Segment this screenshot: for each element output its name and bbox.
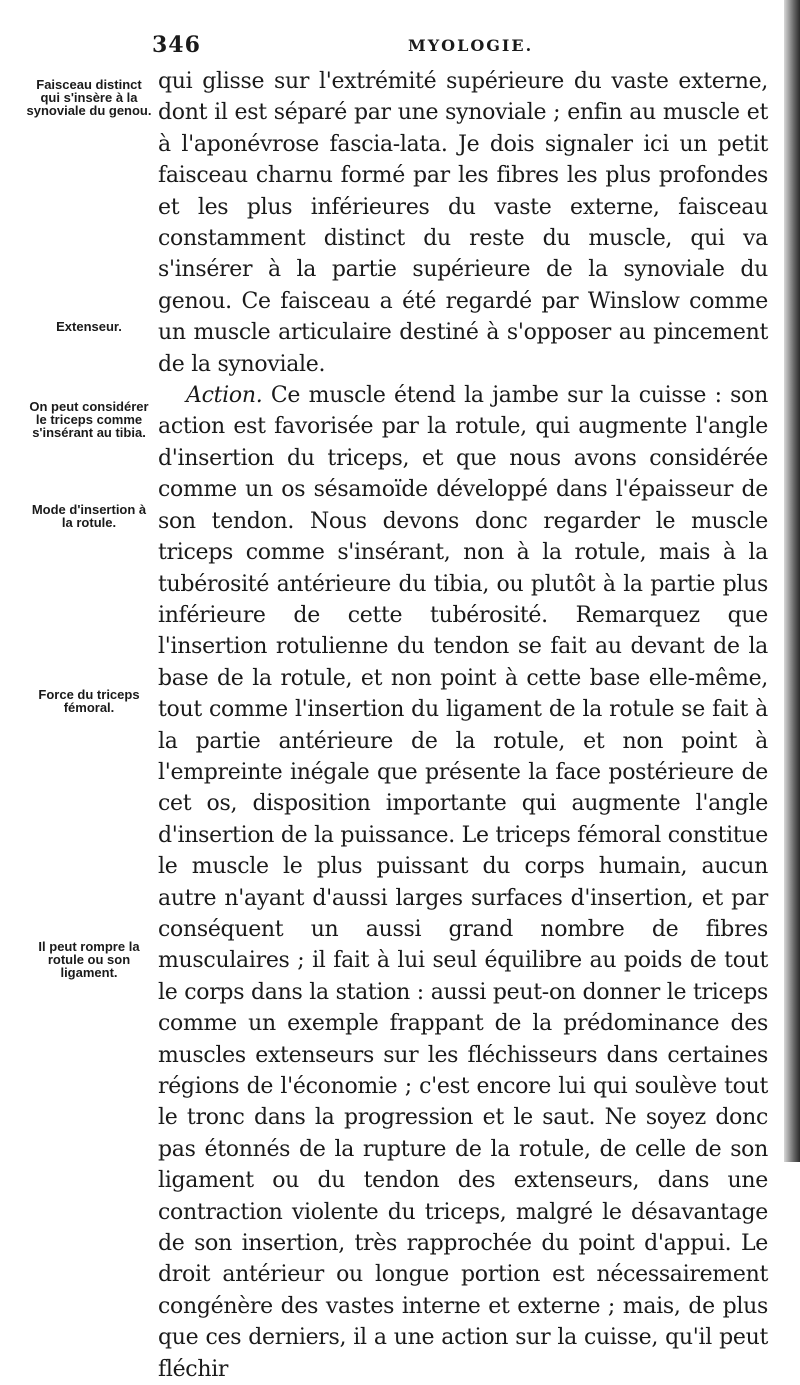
margin-note-insertion-rotule: Mode d'insertion à la rotule. — [31, 502, 147, 530]
action-heading: Action. — [186, 383, 263, 409]
paragraph-2 — [158, 380, 768, 1385]
body-text — [158, 66, 768, 1385]
paragraph-1: qui glisse sur l'extrémité supérieure du vaste externe, dont il est séparé par une synoviale ; enfin au muscle et à l'aponévrose fascia-lata. Je dois signaler ici un petit faisceau charnu formé par les fibres les plus profondes et les plus inférieures du vaste externe, faisceau constamment distinct du reste du muscle, qui va s'insérer à la partie supérieure de la synoviale du genou. Ce faisceau a été regardé par Winslow comme un muscle articulaire destiné à s'opposer au pincement de la synoviale. — [158, 69, 768, 377]
page-edge-shadow — [784, 0, 800, 1162]
running-title: MYOLOGIE. — [408, 36, 534, 55]
page-header — [0, 32, 800, 56]
margin-note-force-triceps: Force du triceps fémoral. — [38, 687, 140, 715]
paragraph-2-text: Ce muscle étend la jambe sur la cuisse : son action est favorisée par la rotule, qui augmente l'angle d'insertion du triceps, et que nous avons considérée comme un os sésamoïde développé dans l'épaisseur de son tendon. Nous devons donc regarder le muscle triceps comme s'insérant, non à la rotule, mais à la tubérosité antérieure du tibia, ou plutôt à la partie plus inférieure de cette tubérosité. Remarquez que l'insertion rotulienne du tendon se fait au devant de la base de la rotule, et non point à cette base elle-même, tout comme l'insertion du ligament de la rotule se fait à la partie antérieure de la rotule, et non point à l'empreinte inégale que présente la face postérieure de cet os, disposition importante qui augmente l'angle d'insertion de la puissance. Le triceps fémoral constitue le muscle le plus puissant du corps humain, aucun autre n'ayant d'aussi larges surfaces d'insertion, et par conséquent un aussi grand nombre de fibres musculaires ; il fait à lui seul équilibre au poids de tout le corps dans la station : aussi peut-on donner le triceps comme un exemple frappant de la prédominance des muscles extenseurs sur les fléchisseurs dans certaines régions de l'économie ; c'est encore lui qui soulève tout le tronc dans la progression et le saut. Ne soyez donc pas étonnés de la rupture de la rotule, de celle de son ligament ou du tendon des extenseurs, dans une contraction violente du triceps, malgré le désavantage de son insertion, très rapprochée du point d'appui. Le droit antérieur ou longue portion est nécessairement congénère des vastes interne et externe ; mais, de plus que ces derniers, il a une action sur la cuisse, qu'il peut fléchir — [158, 383, 768, 1382]
margin-note-extenseur: Extenseur. — [56, 319, 122, 334]
margin-note-rupture-rotule: Il peut rompre la rotule ou son ligament. — [38, 939, 140, 980]
margin-note-faisceau-distinct: Faisceau distinct qui s'insère à la synoviale du genou. — [26, 77, 152, 118]
page-number: 346 — [152, 32, 201, 58]
margin-note-insertion-tibia: On peut considérer le triceps comme s'insérant au tibia. — [29, 399, 149, 440]
